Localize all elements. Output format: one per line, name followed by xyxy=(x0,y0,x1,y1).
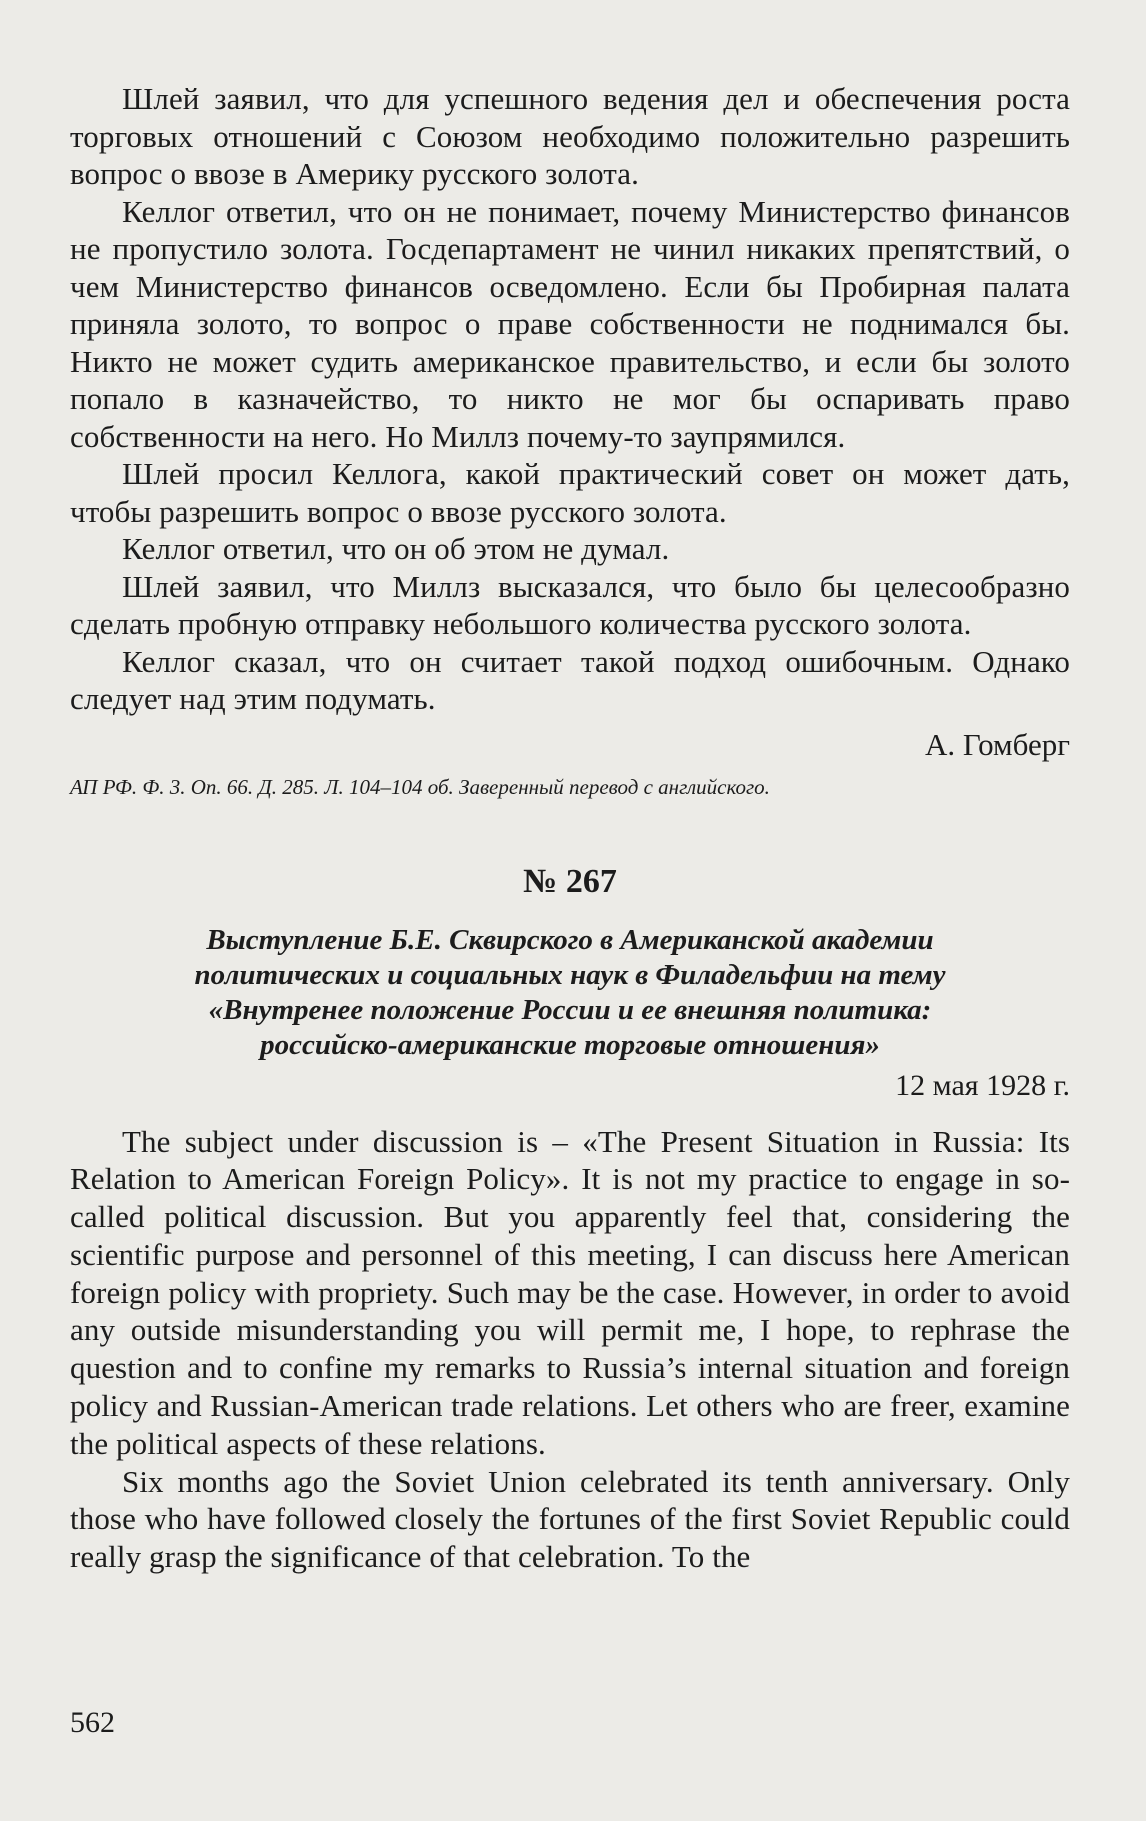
speech-paragraph-1: The subject under discussion is – «The Present Situation in Russia: Its Relation to American Foreign Policy». It is not my practice to engage in so-called political discussion. But you apparently feel that, considering the scientific purpose and personnel of this meeting, I can discuss here American foreign policy with propriety. Such may be the case. However, in order to avoid any outside misunderstanding you will permit me, I hope, to rephrase the question and to confine my remarks to Russia’s internal situation and foreign policy and Russian-American trade relations. Let others who are freer, examine the political aspects of these relations. xyxy=(70,1123,1070,1461)
paragraph-6: Келлог сказал, что он считает такой подход ошибочным. Однако следует над этим подумать. xyxy=(70,643,1070,716)
document-date: 12 мая 1928 г. xyxy=(895,1068,1070,1102)
paragraph-1: Шлей заявил, что для успешного ведения дел и обеспечения роста торговых отношений с Союзом необходимо положительно разрешить вопрос о ввозе в Америку русского золота. xyxy=(70,81,1070,191)
document-title-line: Выступление Б.Е. Сквирского в Американской академии xyxy=(206,923,934,956)
document-title xyxy=(70,923,1070,1063)
paragraph-5: Шлей заявил, что Миллз высказался, что было бы целесообразно сделать пробную отправку небольшого количества русского золота. xyxy=(70,568,1070,641)
paragraph-3: Шлей просил Келлога, какой практический совет он может дать, чтобы разрешить вопрос о ввозе русского золота. xyxy=(70,456,1070,529)
document-title-line: политических и социальных наук в Филадельфии на тему xyxy=(194,958,946,991)
document-title-line: «Внутренее положение России и ее внешняя политика: xyxy=(208,993,932,1026)
archive-source: АП РФ. Ф. 3. Оп. 66. Д. 285. Л. 104–104 об. Заверенный перевод с английского. xyxy=(70,774,770,799)
page-number: 562 xyxy=(70,1706,115,1739)
paragraph-4: Келлог ответил, что он об этом не думал. xyxy=(122,531,670,566)
paragraph-2: Келлог ответил, что он не понимает, почему Министерство финансов не пропустило золота. Госдепартамент не чинил никаких препятствий, о чем Министерство финансов осведомлено. Если бы Пробирная палата приняла золото, то вопрос о праве собственности не поднимался бы. Никто не может судить американское правительство, и если бы золото попало в казначейство, то никто не мог бы оспаривать право собственности на него. Но Миллз почему-то заупрямился. xyxy=(70,193,1070,454)
signature: А. Гомберг xyxy=(925,726,1070,762)
document-title-line: российско-американские торговые отношения» xyxy=(260,1028,880,1061)
document-page xyxy=(70,80,1070,1780)
speech-paragraph-2: Six months ago the Soviet Union celebrated its tenth anniversary. Only those who have followed closely the fortunes of the first Soviet Republic could really grasp the significance of that celebration. To the xyxy=(70,1463,1070,1575)
document-number: № 267 xyxy=(523,862,617,900)
